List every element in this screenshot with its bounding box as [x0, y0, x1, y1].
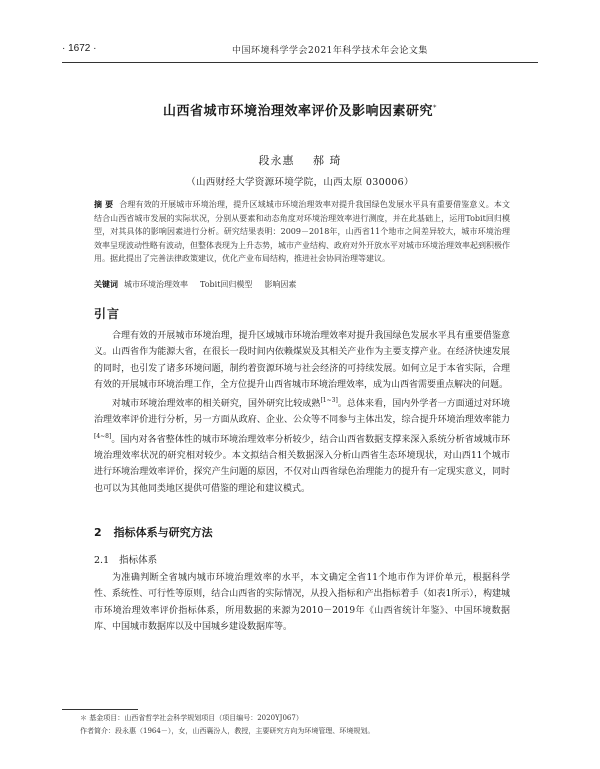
section-heading-2: [94, 524, 213, 540]
title-footnote-marker: *: [433, 103, 437, 112]
paragraph-text: 对城市环境治理效率的相关研究，国外研究比较成熟: [112, 399, 321, 410]
section-number: 2: [94, 526, 102, 539]
subsection-heading-2-1: [94, 552, 157, 566]
paragraph-text: 。总体来看，国内外学者一方面通过对环境治理效率评价进行分析，另一方面从政府、企业、公众等不同参与主体出发，综合提升环境治理效率能力: [94, 399, 510, 426]
keywords: [94, 278, 510, 291]
page-number: · 1672 ·: [62, 43, 97, 54]
author-list: [0, 152, 600, 168]
keywords-label: 关键词: [94, 280, 118, 289]
footnote-funding: ＊ 基金项目：山西省哲学社会科学规划项目（项目编号：2020YJ067）: [80, 714, 303, 722]
keyword: Tobit回归模型: [200, 280, 253, 289]
section-2-1-body: [94, 570, 510, 635]
footnote-rule: [62, 709, 138, 710]
citation: [4~8]: [94, 432, 112, 440]
author-name: 郝 琦: [313, 154, 342, 167]
section-heading-intro: 引言: [94, 307, 121, 321]
paragraph-text: 。国内对各省整体性的城市环境治理效率分析较少，结合山西省数据支撑来深入系统分析省域城市环境治理效率状况的研究相对较少。本文拟结合相关数据深入分析山西省生态环境现状，对山西11个城市进行环境治理效率评价，探究产生问题的原因，不仅对山西省绿色治理能力的提升有一定现实意义，同时也可以为其他同类地区提供可借鉴的理论和建议模式。: [94, 434, 510, 494]
author-name: 段永惠: [258, 154, 295, 167]
footnote-author-bio: 作者简介：段永惠（1964－），女，山西襄汾人，教授，主要研究方向为环境管理、环境规划。: [80, 727, 375, 735]
section-title: 指标体系与研究方法: [113, 526, 213, 539]
keyword: 城市环境治理效率: [124, 280, 188, 289]
abstract-text: 合理有效的开展城市环境治理，提升区域城市环境治理效率对提升我国绿色发展水平具有重要借鉴意义。本文结合山西省城市发展的实际状况，分别从要素和动态角度对环境治理效率进行测度，并在此基础上，运用Tobit回归模型，对其具体的影响因素进行分析。研究结果表明：2009－2018年，山西省11个地市之间差异较大，城市环境治理效率呈现波动性略有波动，但整体表现为上升态势，城市产业结构、政府对外开放水平对城市环境治理效率起到积极作用。据此提出了完善法律政策建议，优化产业布局结构，推进社会协同治理等建议。: [94, 200, 510, 263]
paper-title-text: 山西省城市环境治理效率评价及影响因素研究: [162, 104, 433, 119]
abstract-label: 摘 要: [94, 200, 114, 209]
citation: [1~3]: [320, 397, 338, 405]
paper-title: [0, 100, 600, 119]
section-2-1-paragraph: 为准确判断全省城内城市环境治理效率的水平，本文确定全省11个地市作为评价单元，根据科学性、系统性、可行性等原则，结合山西省的实际情况，从投入指标和产出指标着手（如表1所示），构建城市环境治理效率评价指标体系，所用数据的来源为2010－2019年《山西省统计年鉴》、中国环境数据库、中国城市数据库以及中国城乡建设数据库等。: [94, 573, 510, 632]
subsection-number: 2.1: [94, 555, 110, 566]
journal-title: 中国环境科学学会2021年科学技术年会论文集: [232, 46, 428, 56]
abstract: [94, 198, 510, 266]
keyword: 影响因素: [264, 280, 297, 289]
intro-body: [94, 328, 510, 497]
subsection-title: 指标体系: [119, 555, 158, 566]
intro-paragraph-2: [94, 393, 510, 497]
affiliation: （山西财经大学资源环境学院，山西太原 030006）: [186, 177, 414, 188]
header-rule: [62, 62, 538, 63]
intro-paragraph-1: 合理有效的开展城市环境治理，提升区域城市环境治理效率对提升我国绿色发展水平具有重要借鉴意义。山西省作为能源大省，在很长一段时间内依赖煤炭及其相关产业作为主要支撑产业。在经济快速发展的同时，也引发了诸多环境问题，制约着资源环境与社会经济的可持续发展。如何立足于本省实际，合理有效的开展城市环境治理工作，全方位提升山西省城市环境治理效率，成为山西省需要重点解决的问题。: [94, 331, 510, 390]
